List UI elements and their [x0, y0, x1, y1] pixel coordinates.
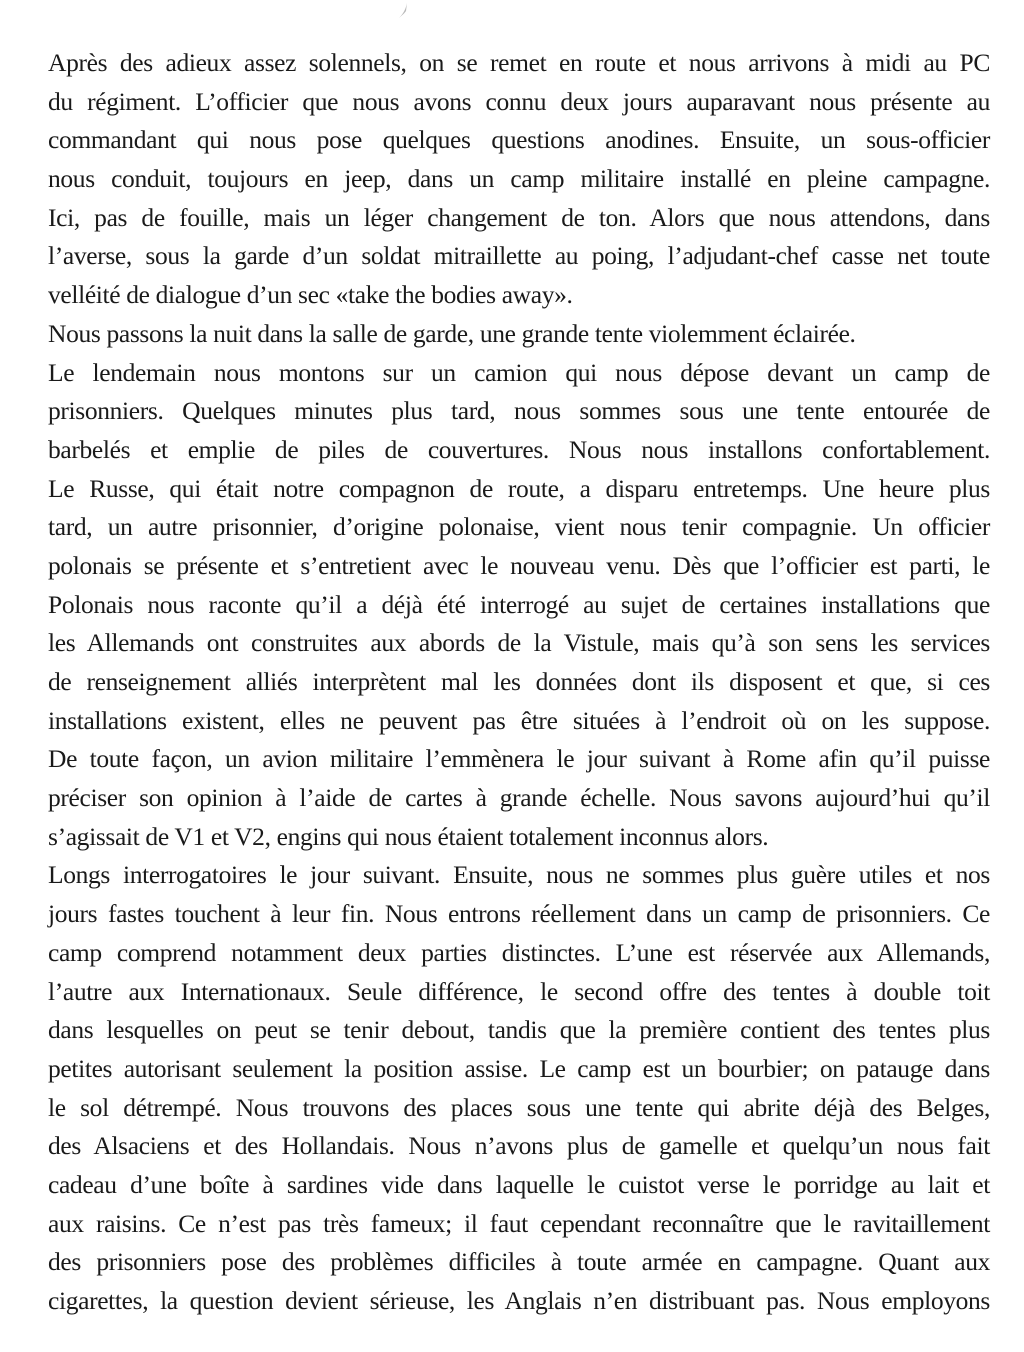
- text-line: De toute façon, un avion militaire l’emmènera le jour suivant à Rome afin qu’il puisse: [48, 744, 990, 774]
- text-line: Ici, pas de fouille, mais un léger changement de ton. Alors que nous attendons, dans: [48, 202, 990, 232]
- text-line: des prisonniers pose des problèmes difficiles à toute armée en campagne. Quant aux: [48, 1247, 990, 1277]
- text-line: tard, un autre prisonnier, d’origine polonaise, vient nous tenir compagnie. Un officier: [48, 512, 990, 542]
- paragraph-2: [48, 315, 990, 354]
- text-line: prisonniers. Quelques minutes plus tard, nous sommes sous une tente entourée de: [48, 396, 990, 426]
- paragraph-1: [48, 44, 990, 315]
- text-line: installations existent, elles ne peuvent pas être situées à l’endroit où on les suppose.: [48, 705, 990, 735]
- text-line: commandant qui nous pose quelques questions anodines. Ensuite, un sous-officier: [48, 125, 990, 155]
- text-line: dans lesquelles on peut se tenir debout, tandis que la première contient des tentes plus: [48, 1015, 990, 1045]
- text-line: Le Russe, qui était notre compagnon de route, a disparu entretemps. Une heure plus: [48, 473, 990, 503]
- scan-artifact-mark: [393, 2, 415, 24]
- text-line: les Allemands ont construites aux abords de la Vistule, mais qu’à son sens les services: [48, 628, 990, 658]
- paragraph-4: [48, 856, 990, 1320]
- text-line: aux raisins. Ce n’est pas très fameux; il faut cependant reconnaître que le ravitaillement: [48, 1208, 990, 1238]
- text-line: Polonais nous raconte qu’il a déjà été interrogé au sujet de certaines installations que: [48, 589, 990, 619]
- text-line: des Alsaciens et des Hollandais. Nous n’avons plus de gamelle et quelqu’un nous fait: [48, 1131, 990, 1161]
- text-line: l’averse, sous la garde d’un soldat mitraillette au poing, l’adjudant-chef casse net toute: [48, 241, 990, 271]
- text-line: le sol détrempé. Nous trouvons des places sous une tente qui abrite déjà des Belges,: [48, 1092, 990, 1122]
- text-line: nous conduit, toujours en jeep, dans un camp militaire installé en pleine campagne.: [48, 164, 990, 194]
- text-line: camp comprend notamment deux parties distinctes. L’une est réservée aux Allemands,: [48, 937, 990, 967]
- text-line: cigarettes, la question devient sérieuse, les Anglais n’en distribuant pas. Nous employons: [48, 1286, 990, 1315]
- text-line: petites autorisant seulement la position assise. Le camp est un bourbier; on patauge dans: [48, 1053, 990, 1083]
- text-line: Nous passons la nuit dans la salle de garde, une grande tente violemment éclairée.: [48, 318, 856, 348]
- text-line: de renseignement alliés interprètent mal les données dont ils disposent et que, si ces: [48, 667, 990, 696]
- text-line: l’autre aux Internationaux. Seule différence, le second offre des tentes à double toit: [48, 976, 990, 1006]
- document-page: [48, 44, 990, 1321]
- text-line: cadeau d’une boîte à sardines vide dans laquelle le cuistot verse le porridge au lait et: [48, 1169, 990, 1199]
- text-line: Le lendemain nous montons sur un camion qui nous dépose devant un camp de: [48, 357, 990, 387]
- text-line: Après des adieux assez solennels, on se remet en route et nous arrivons à midi au PC: [48, 48, 990, 77]
- text-line: du régiment. L’officier que nous avons connu deux jours auparavant nous présente au: [48, 86, 990, 116]
- text-line: jours fastes touchent à leur fin. Nous entrons réellement dans un camp de prisonniers. Ce: [48, 899, 990, 929]
- text-line: velléité de dialogue d’un sec «take the bodies away».: [48, 280, 573, 310]
- text-line: s’agissait de V1 et V2, engins qui nous étaient totalement inconnus alors.: [48, 821, 769, 851]
- text-line: polonais se présente et s’entretient avec le nouveau venu. Dès que l’officier est parti, le: [48, 550, 990, 580]
- text-line: Longs interrogatoires le jour suivant. Ensuite, nous ne sommes plus guère utiles et nos: [48, 860, 990, 890]
- text-line: préciser son opinion à l’aide de cartes à grande échelle. Nous savons aujourd’hui qu’il: [48, 783, 990, 813]
- paragraph-3: [48, 354, 990, 857]
- text-line: barbelés et emplie de piles de couvertures. Nous nous installons confortablement.: [48, 434, 990, 464]
